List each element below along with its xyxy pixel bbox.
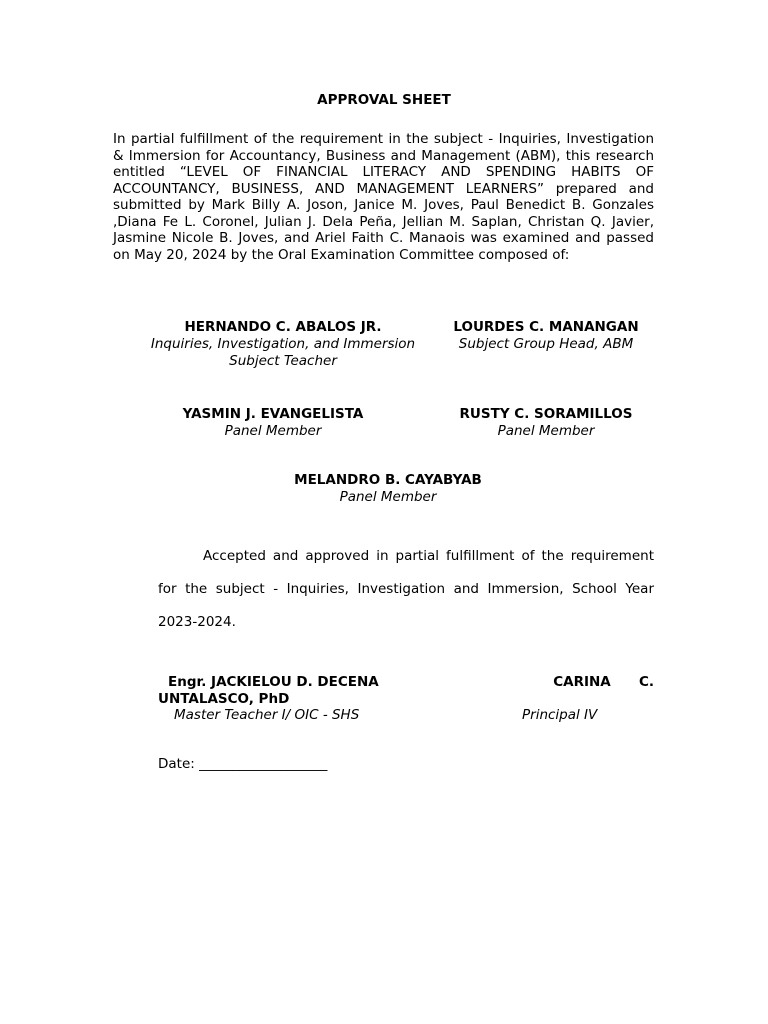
signatory-abalos bbox=[143, 319, 423, 370]
signatory-evangelista bbox=[163, 406, 383, 440]
signatory-role-line2: Subject Teacher bbox=[229, 353, 337, 369]
approver-untalasco-role: Principal IV bbox=[522, 707, 598, 723]
intro-paragraph: In partial fulfillment of the requirement in the subject - Inquiries, Investigation & Immersion for Accountancy, Business and Management (ABM), this research entitled “LEVEL OF FINANCIAL LITERACY AND SPENDING HABITS OF ACCOUNTANCY, BUSINESS, AND MANAGEMENT LEARNERS” prepared and submitted by Mark Billy A. Joson, Janice M. Joves, Paul Benedict B. Gonzales ,Diana Fe L. Coronel, Julian J. Dela Peña, Jellian M. Saplan, Christan Q. Javier, Jasmine Nicole B. Joves, and Ariel Faith C. Manaois was examined and passed on May 20, 2024 by the Oral Examination Committee composed of: bbox=[113, 131, 654, 263]
signatory-role: Panel Member bbox=[339, 489, 437, 505]
signatory-cayabyab bbox=[268, 472, 508, 506]
approvers-names bbox=[158, 674, 654, 708]
date-field[interactable]: Date: ___________________ bbox=[158, 756, 328, 772]
acceptance-paragraph bbox=[158, 540, 654, 639]
approver-untalasco-name-part2: UNTALASCO, PhD bbox=[158, 691, 290, 707]
signatory-role: Panel Member bbox=[224, 423, 322, 439]
signatory-name: YASMIN J. EVANGELISTA bbox=[182, 406, 364, 422]
signatory-role: Subject Group Head, ABM bbox=[458, 336, 634, 352]
signatory-name: LOURDES C. MANANGAN bbox=[453, 319, 639, 335]
document-title: APPROVAL SHEET bbox=[317, 92, 451, 108]
approver-decena-name: Engr. JACKIELOU D. DECENA bbox=[168, 674, 379, 690]
signatory-name: RUSTY C. SORAMILLOS bbox=[459, 406, 633, 422]
signatory-name: HERNANDO C. ABALOS JR. bbox=[184, 319, 382, 335]
signatory-manangan bbox=[436, 319, 656, 353]
approver-untalasco-name-part1: CARINA C. bbox=[553, 674, 654, 690]
approver-decena-role: Master Teacher I/ OIC - SHS bbox=[174, 707, 360, 723]
signatory-role: Inquiries, Investigation, and Immersion bbox=[150, 336, 416, 352]
signatory-name: MELANDRO B. CAYABYAB bbox=[294, 472, 482, 488]
signatory-role: Panel Member bbox=[497, 423, 595, 439]
signatory-soramillos bbox=[436, 406, 656, 440]
acceptance-text: Accepted and approved in partial fulfillment of the requirement for the subject - Inquiries, Investigation and Immersion, School Year 2023-2024. bbox=[158, 548, 654, 630]
